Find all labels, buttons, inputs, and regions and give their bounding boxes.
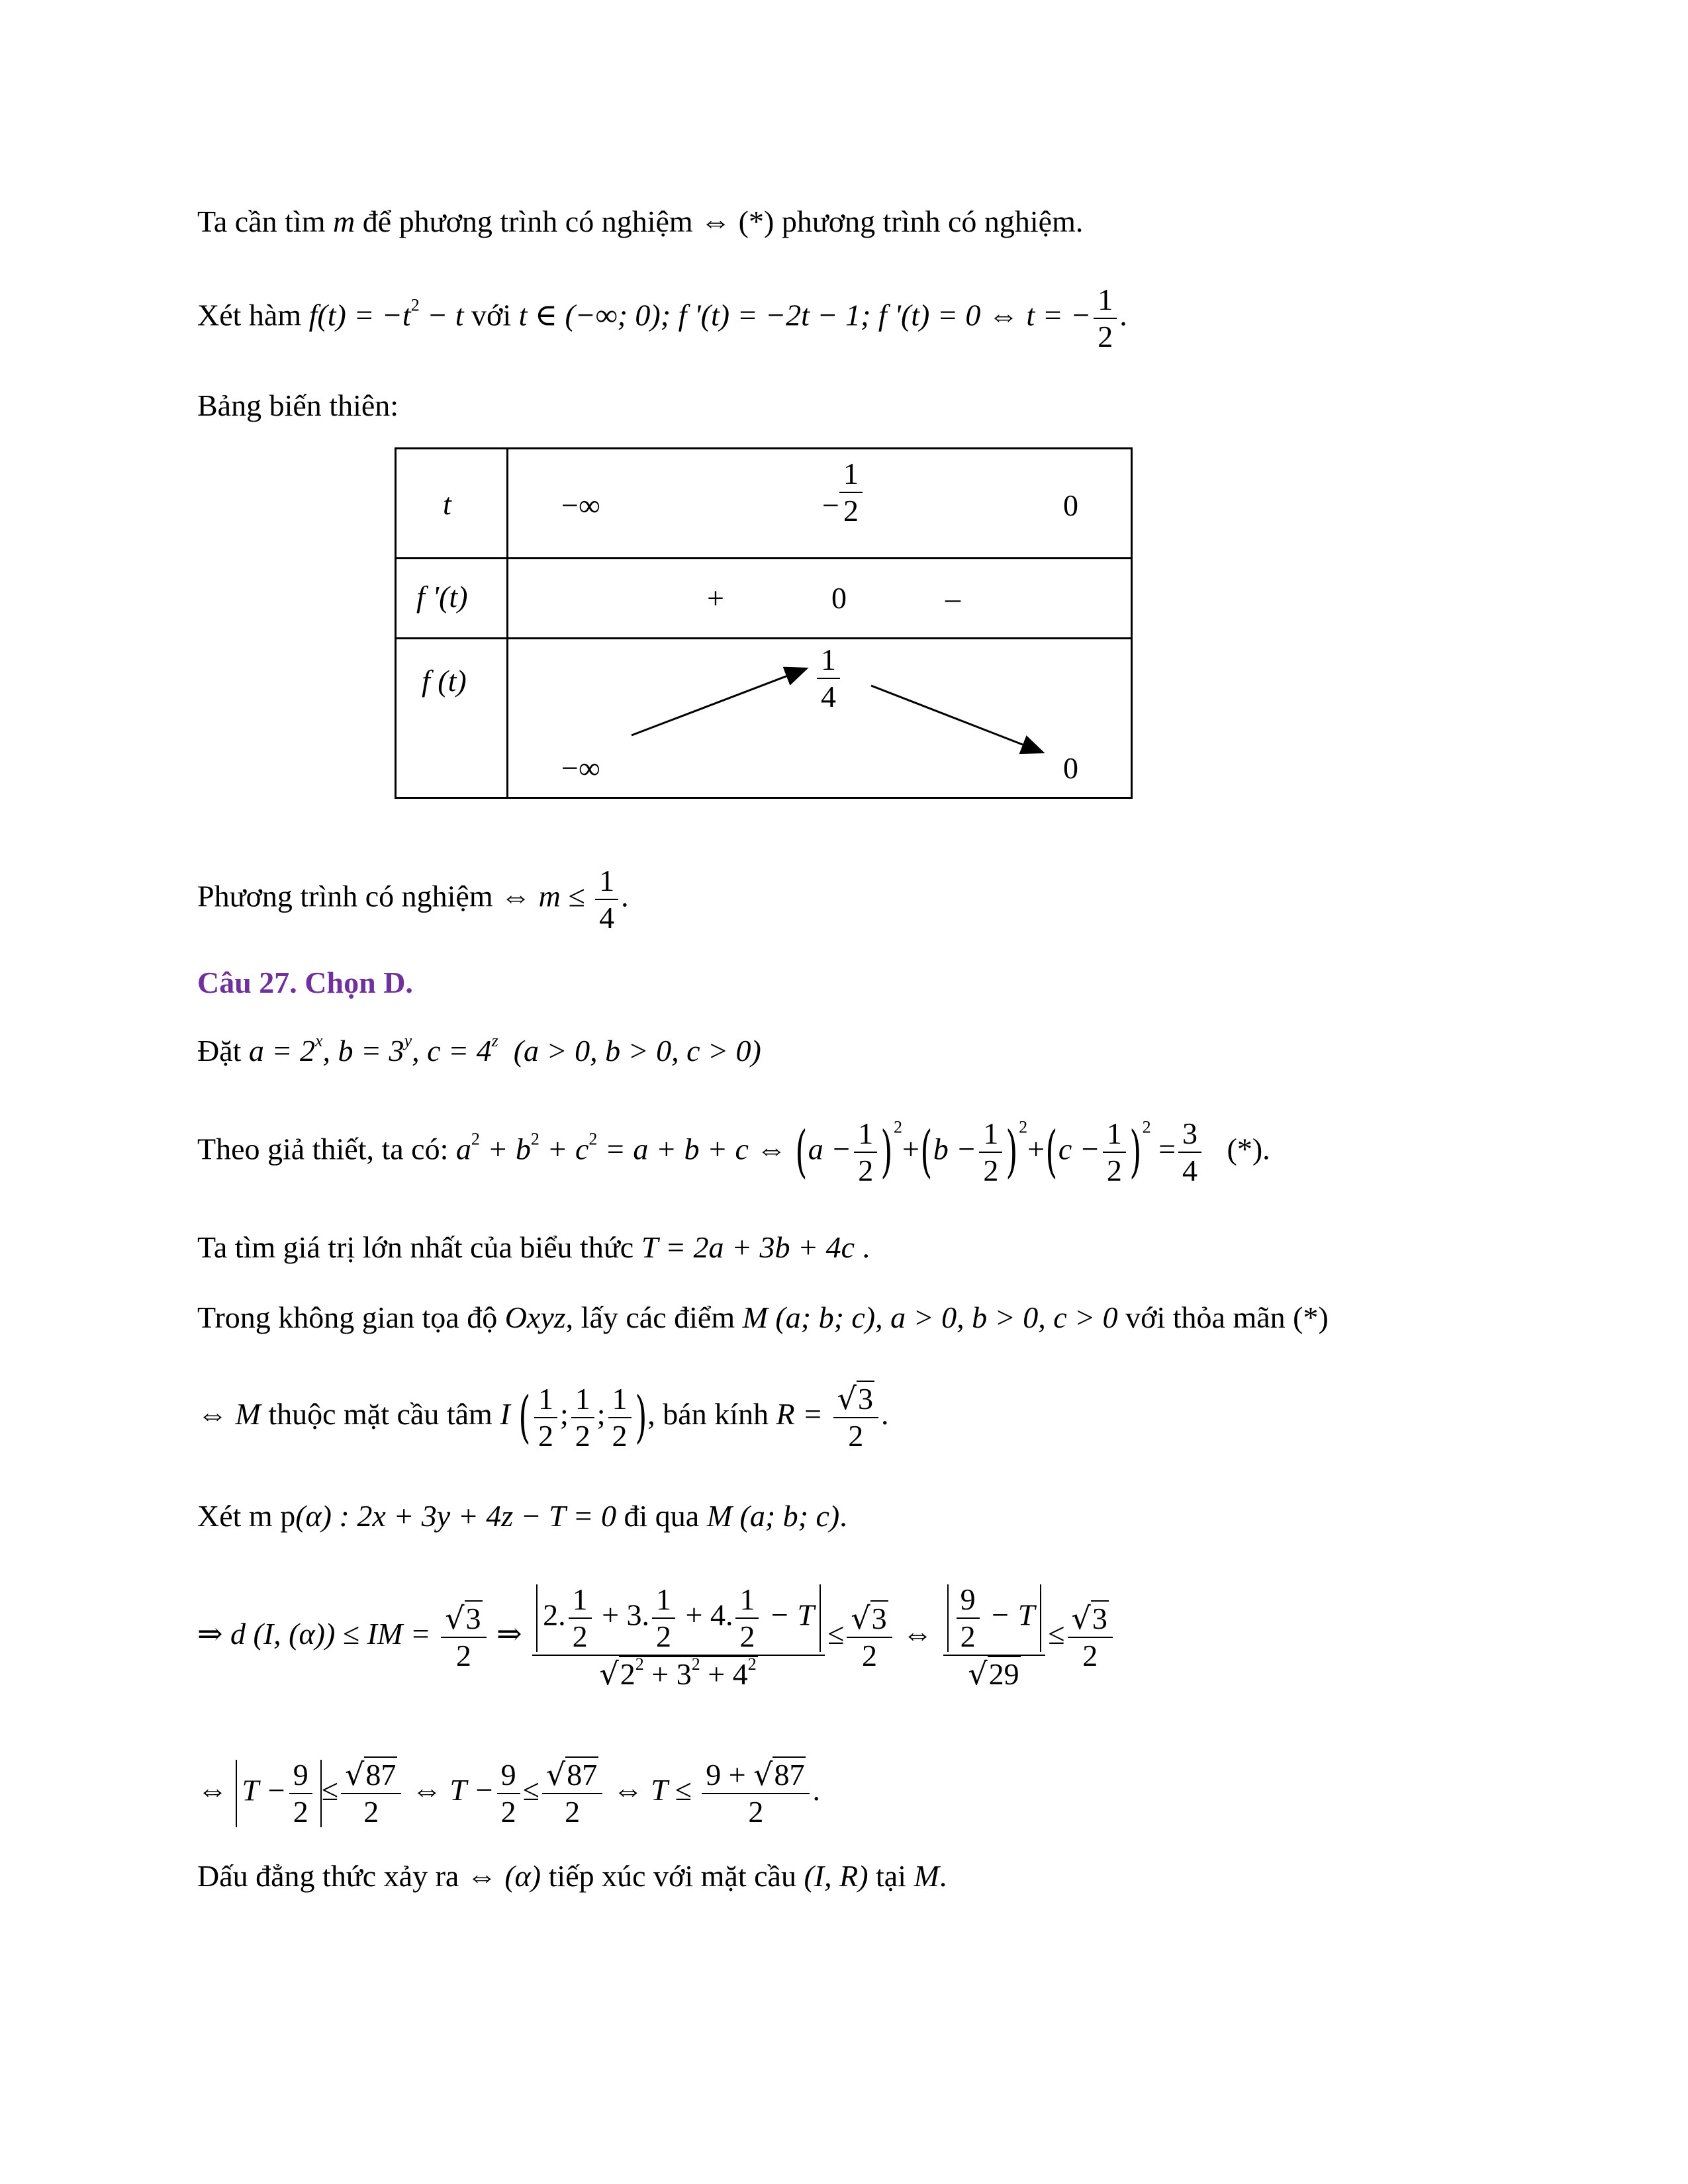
paren: )	[1006, 1119, 1018, 1185]
denominator: 2	[843, 494, 859, 527]
label-f-prime: f '(t)	[416, 580, 468, 614]
increasing-arrow	[632, 669, 805, 735]
numerator	[943, 1584, 1046, 1656]
line-distance	[197, 1584, 1115, 1690]
line-result	[197, 1756, 820, 1829]
text: với thỏa mãn (*)	[1117, 1300, 1329, 1334]
exponent: 2	[471, 1129, 480, 1149]
numerator: 1	[595, 866, 618, 900]
math: I	[500, 1397, 510, 1432]
exponent: 2	[635, 1655, 644, 1674]
text: đi qua	[616, 1499, 707, 1533]
numerator: 1	[571, 1384, 594, 1418]
denominator	[595, 1656, 761, 1690]
denominator: 2	[858, 1154, 874, 1187]
paren: (	[518, 1384, 531, 1449]
sqrt: √87	[753, 1756, 805, 1792]
text: .	[812, 1773, 820, 1807]
numerator: 1	[652, 1584, 675, 1619]
denominator: 2	[848, 1419, 864, 1453]
fraction	[569, 1584, 592, 1652]
denominator	[964, 1656, 1024, 1690]
math: b −	[933, 1132, 977, 1166]
table-label-cell	[396, 449, 508, 559]
numerator	[532, 1584, 825, 1656]
radicand: 87	[567, 1758, 598, 1792]
math: R =	[776, 1397, 831, 1432]
denominator: 4	[599, 901, 615, 934]
text: Dấu đẳng thức xảy ra	[197, 1859, 467, 1893]
line-hypothesis	[197, 1118, 1270, 1186]
text: để phương trình có nghiệm	[355, 205, 701, 238]
sep: ;	[559, 1397, 569, 1432]
numerator	[542, 1756, 602, 1794]
numerator: 1	[854, 1118, 877, 1153]
math: ⇔ m ≤	[500, 879, 593, 913]
sign-minus: –	[945, 581, 961, 615]
sqrt: √3	[1071, 1600, 1107, 1636]
math: T ≤	[651, 1773, 692, 1807]
text: , bán kính	[647, 1397, 776, 1432]
f-zero: 0	[1063, 751, 1078, 785]
fraction	[608, 1381, 632, 1453]
denominator: 2	[983, 1154, 999, 1187]
text: Xét m p	[197, 1499, 296, 1533]
absolute-value	[536, 1584, 821, 1652]
sqrt: √29	[968, 1656, 1019, 1692]
text: .	[880, 1397, 889, 1432]
plus: +	[902, 1132, 919, 1166]
text: Xét hàm	[197, 298, 309, 332]
exponent: x	[314, 1031, 323, 1050]
numerator: 1	[608, 1384, 632, 1418]
numerator	[441, 1600, 486, 1638]
denominator: 4	[1182, 1154, 1198, 1187]
denominator: 2	[1106, 1154, 1122, 1187]
exponent: z	[491, 1031, 498, 1050]
plus: +	[1027, 1132, 1045, 1166]
fraction	[854, 1118, 877, 1186]
le: ≤	[1048, 1617, 1065, 1651]
fraction	[497, 1757, 520, 1829]
math: (α)	[295, 1499, 332, 1533]
paren: (	[795, 1119, 808, 1185]
numerator: 1	[735, 1584, 759, 1619]
text: .	[621, 879, 629, 913]
fraction	[979, 1118, 1002, 1186]
denominator: 2	[538, 1418, 553, 1453]
line-variation-table-label: Bảng biến thiên:	[197, 388, 399, 422]
line-plane	[197, 1501, 847, 1531]
math: + 3	[643, 1657, 692, 1691]
equals: =	[1158, 1132, 1176, 1166]
math: M (a; b; c), a > 0, b > 0, c > 0	[742, 1300, 1118, 1334]
iff-symbol: ⇔	[466, 1859, 497, 1893]
table-f-values	[508, 639, 1132, 798]
exponent: 2	[530, 1129, 539, 1149]
decreasing-arrow	[871, 686, 1041, 752]
fraction	[441, 1600, 486, 1672]
t-neg-infinity: −∞	[561, 488, 600, 522]
sqrt: √87	[345, 1756, 397, 1792]
line-sphere	[197, 1383, 888, 1451]
denominator: 2	[572, 1619, 588, 1653]
text: .	[939, 1859, 947, 1893]
line-equality	[197, 1861, 947, 1891]
math: − t	[419, 298, 464, 332]
exponent: 2	[410, 295, 420, 315]
text: .	[839, 1499, 847, 1533]
text: thuộc mặt cầu tâm	[260, 1397, 500, 1432]
table-label-cell	[396, 559, 508, 639]
line-substitution	[197, 1031, 761, 1068]
line-coordinate-space	[197, 1302, 1329, 1333]
numerator: 1	[817, 645, 840, 679]
exponent: 2	[894, 1117, 903, 1137]
line-consider-function	[197, 285, 1127, 352]
radicand: 3	[871, 1602, 887, 1635]
fraction	[847, 1600, 892, 1672]
paren: )	[634, 1384, 647, 1449]
fraction	[839, 459, 863, 526]
numerator: 9	[957, 1584, 980, 1619]
math: + b	[479, 1132, 531, 1166]
sqrt: √3	[851, 1600, 887, 1636]
fraction	[542, 1756, 602, 1829]
table-t-values	[508, 449, 1132, 559]
paren: (	[920, 1119, 933, 1185]
text: Theo giả thiết, ta có:	[197, 1132, 456, 1166]
math: = a + b + c ⇔	[597, 1132, 794, 1166]
math: + 3.	[594, 1598, 650, 1632]
exponent: 2	[1142, 1117, 1151, 1137]
math: + 4.	[678, 1598, 733, 1632]
sqrt: √87	[545, 1756, 598, 1792]
t-zero: 0	[1063, 488, 1078, 522]
numerator: 9	[497, 1760, 520, 1794]
line-find-m	[197, 206, 1083, 237]
radicand: 29	[988, 1657, 1019, 1691]
math: (I, R)	[804, 1859, 868, 1893]
fraction	[571, 1381, 594, 1453]
denominator: 2	[1082, 1639, 1098, 1672]
numerator: 9	[289, 1760, 312, 1794]
iff-symbol: ⇔	[700, 205, 731, 238]
exponent: 2	[588, 1129, 598, 1149]
math: , b = 3	[322, 1034, 404, 1068]
denominator: 2	[612, 1418, 628, 1453]
exponent: 2	[691, 1655, 700, 1674]
sep: ;	[596, 1397, 606, 1432]
radicand: 3	[857, 1382, 873, 1416]
numerator	[341, 1756, 401, 1794]
table-label-cell	[396, 639, 508, 798]
text: Ta tìm giá trị lớn nhất của biểu thức	[197, 1230, 641, 1264]
numerator	[1068, 1600, 1113, 1638]
absolute-value	[236, 1757, 322, 1829]
fraction	[595, 866, 618, 933]
fraction-distance	[532, 1584, 825, 1690]
f-neg-infinity: −∞	[561, 751, 600, 785]
fraction	[1094, 285, 1117, 352]
math: , c = 4	[412, 1034, 492, 1068]
math: a = 2	[248, 1034, 315, 1068]
star-ref: (*)	[738, 205, 774, 238]
numerator	[847, 1600, 892, 1638]
arrows	[508, 639, 1135, 797]
math-f-def: f(t) = −t	[308, 298, 411, 332]
math: c −	[1058, 1132, 1100, 1166]
denominator: 2	[363, 1795, 379, 1829]
fraction	[957, 1584, 980, 1652]
iff-symbol: ⇔	[197, 1773, 228, 1807]
radicand: 87	[365, 1758, 397, 1792]
fraction	[1103, 1118, 1126, 1186]
text: , lấy các điểm	[565, 1300, 743, 1334]
math: (α)	[504, 1859, 541, 1893]
numerator: 1	[569, 1584, 592, 1619]
denominator: 2	[575, 1418, 590, 1453]
denominator: 2	[500, 1794, 516, 1829]
fraction	[289, 1757, 312, 1829]
numerator	[833, 1383, 878, 1418]
math: + c	[539, 1132, 589, 1166]
text: tại	[868, 1859, 914, 1893]
numerator: 1	[534, 1384, 557, 1418]
paren: )	[880, 1119, 893, 1185]
numerator: 1	[979, 1118, 1002, 1153]
sqrt: √3	[837, 1381, 873, 1416]
text: .	[1119, 298, 1127, 332]
math: 2.	[543, 1598, 566, 1632]
fraction	[943, 1584, 1046, 1690]
math: a	[455, 1132, 471, 1166]
denominator: 2	[862, 1639, 878, 1672]
radicand: 3	[465, 1602, 481, 1635]
le: ≤	[522, 1773, 539, 1807]
math: ⇒ d (I, (α)) ≤ IM =	[197, 1617, 439, 1651]
math: T = 2a + 3b + 4c	[641, 1230, 855, 1264]
sqrt: √3	[445, 1600, 481, 1636]
math: 2	[620, 1657, 635, 1691]
numerator: 1	[839, 459, 863, 493]
denominator: 2	[1098, 320, 1113, 353]
iff-symbol: ⇔	[902, 1617, 933, 1651]
fraction	[833, 1383, 878, 1451]
absolute-value	[947, 1584, 1042, 1652]
label-f: f (t)	[422, 664, 467, 698]
math: M (a; b; c)	[706, 1499, 840, 1533]
fraction	[735, 1584, 759, 1652]
text: Trong không gian tọa độ	[197, 1300, 505, 1334]
text: với	[463, 298, 519, 332]
math: − T	[761, 1598, 815, 1632]
text: tiếp xúc với mặt cầu	[541, 1859, 804, 1893]
math: T −	[449, 1773, 494, 1807]
le: ≤	[321, 1773, 339, 1807]
table-fp-values	[508, 559, 1132, 639]
fraction	[702, 1756, 810, 1829]
numerator: 1	[1103, 1118, 1126, 1153]
math: Oxyz	[504, 1300, 566, 1334]
fraction	[1068, 1600, 1113, 1672]
text: Phương trình có nghiệm	[197, 879, 501, 913]
math: ⇔ M	[197, 1397, 261, 1432]
sign-plus: +	[707, 581, 724, 615]
math-condition: (a > 0, b > 0, c > 0)	[513, 1034, 761, 1068]
implies: ⇒	[489, 1617, 530, 1651]
text: Ta cần tìm	[197, 205, 333, 238]
math: T −	[242, 1773, 287, 1807]
var-m: m	[332, 205, 355, 238]
radicand: 87	[774, 1758, 805, 1792]
math: : 2x + 3y + 4z − T = 0	[332, 1499, 616, 1533]
numerator: 3	[1178, 1118, 1201, 1153]
sqrt: $√2^2 + 3^2 + 4^2$	[599, 1655, 757, 1692]
numerator	[702, 1756, 810, 1794]
fraction	[1178, 1118, 1201, 1186]
radicand: 3	[1092, 1602, 1107, 1635]
exponent: 2	[1019, 1117, 1028, 1137]
t-mid-fraction	[837, 459, 865, 526]
denominator: 4	[821, 680, 836, 713]
math-domain: t ∈ (−∞; 0); f '(t) = −2t − 1; f '(t) = 0 ⇔ t = −	[518, 298, 1092, 332]
line-equation-has-solution	[197, 866, 629, 933]
question-heading: Câu 27. Chọn D.	[197, 966, 413, 999]
text: Đặt	[197, 1034, 249, 1068]
fp-zero: 0	[831, 581, 847, 615]
denominator: 2	[293, 1794, 308, 1829]
text: .	[854, 1230, 870, 1264]
line-find-max	[197, 1232, 870, 1263]
exponent: y	[404, 1031, 412, 1050]
denominator: 2	[960, 1619, 976, 1653]
numerator: 1	[1094, 285, 1117, 319]
iff-symbol: ⇔	[411, 1773, 442, 1807]
math: M	[914, 1859, 939, 1893]
paren: )	[1129, 1119, 1142, 1185]
denominator: 2	[656, 1619, 672, 1653]
math: a −	[808, 1132, 852, 1166]
star-ref: (*).	[1227, 1132, 1270, 1166]
denominator: 2	[739, 1619, 755, 1653]
math: − T	[982, 1598, 1035, 1632]
exponent: 2	[747, 1655, 757, 1674]
variation-table	[395, 447, 1133, 799]
label-t: t	[443, 487, 451, 521]
text: phương trình có nghiệm.	[774, 205, 1084, 238]
denominator: 2	[565, 1795, 581, 1829]
fraction	[341, 1756, 401, 1829]
t-minus-sign: −	[822, 488, 839, 522]
iff-symbol: ⇔	[612, 1773, 643, 1807]
fraction	[652, 1584, 675, 1652]
denominator: 2	[455, 1639, 471, 1672]
le: ≤	[827, 1617, 845, 1651]
math: + 4	[700, 1657, 748, 1691]
denominator: 2	[748, 1795, 764, 1829]
math: 9 +	[706, 1758, 754, 1792]
paren: (	[1045, 1119, 1058, 1185]
fraction	[534, 1381, 557, 1453]
